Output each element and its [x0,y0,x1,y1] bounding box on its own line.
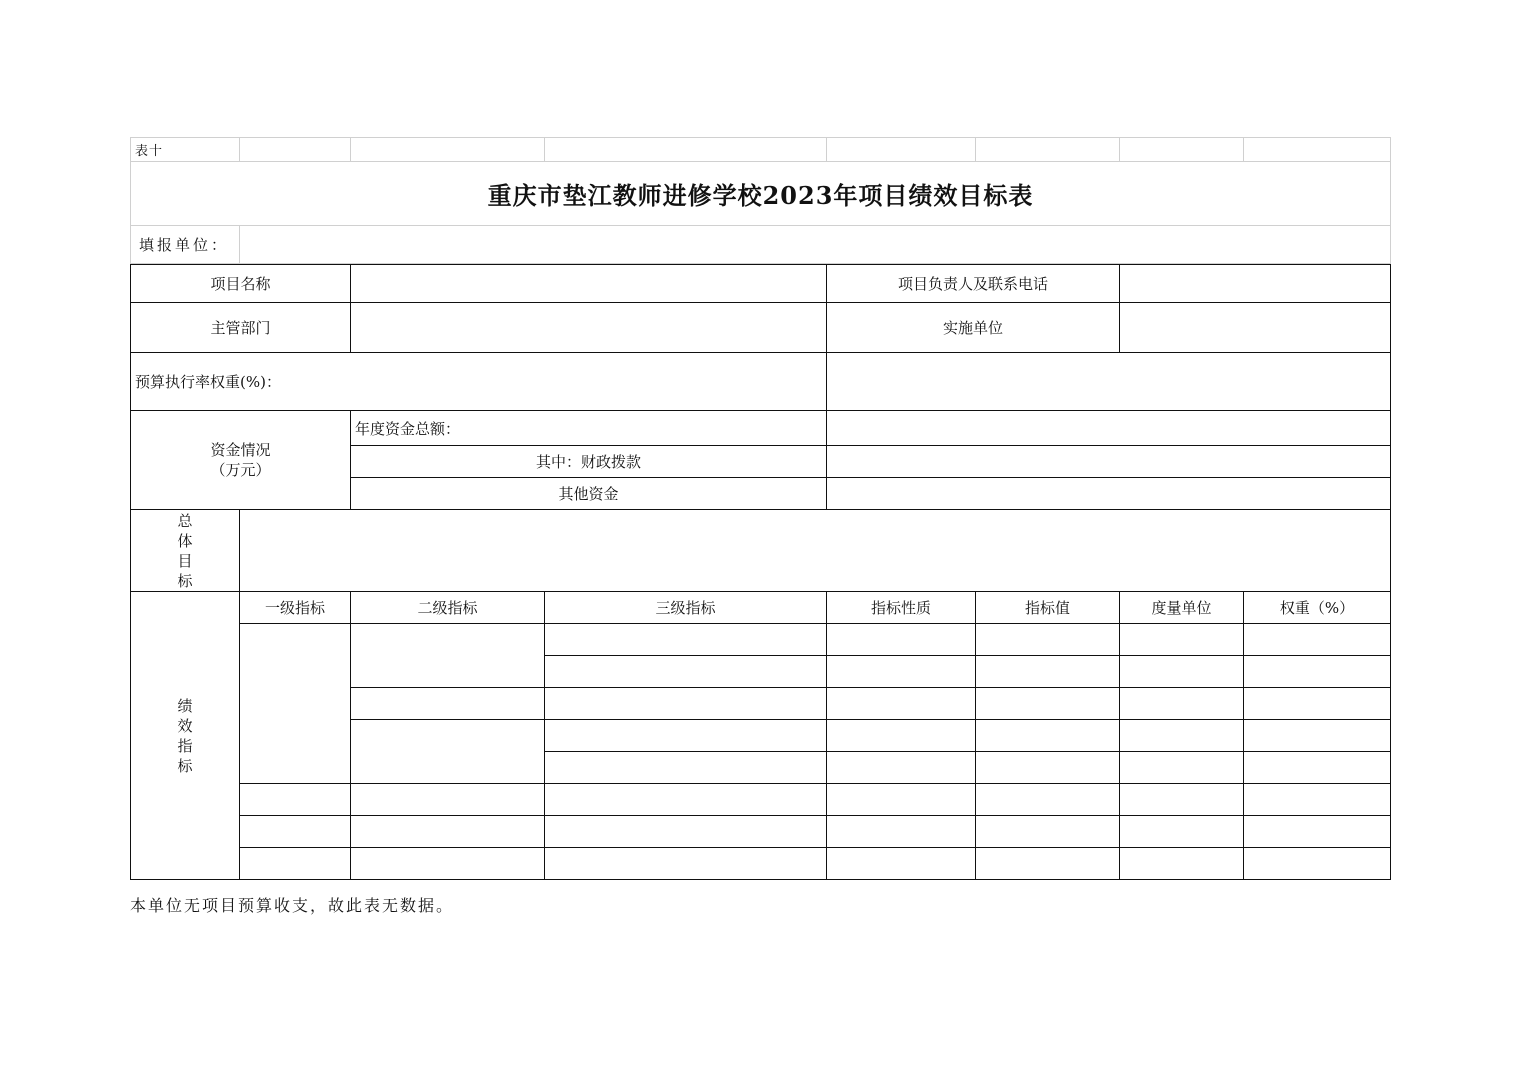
indicator-cell [1120,656,1244,688]
header-level1: 一级指标 [240,592,351,624]
indicator-cell [1120,752,1244,784]
header-value: 指标值 [976,592,1120,624]
indicator-cell [827,624,976,656]
indicator-cell [1244,688,1391,720]
indicator-cell [351,720,545,784]
indicator-cell [827,784,976,816]
overall-goal-row [131,510,1391,592]
other-funds-value [827,478,1391,510]
indicator-row [131,816,1391,848]
indicator-cell [827,688,976,720]
department-row [131,303,1391,353]
indicator-cell [976,752,1120,784]
header-level3: 三级指标 [545,592,827,624]
indicator-cell [1120,688,1244,720]
indicator-cell [240,816,351,848]
fiscal-funds-value [827,446,1391,478]
header-weight: 权重（%） [1244,592,1391,624]
indicator-cell [1244,656,1391,688]
indicator-cell [976,784,1120,816]
annual-total-value [827,411,1391,446]
reporting-unit-value [240,226,1391,264]
indicator-cell [827,752,976,784]
footnote: 本单位无项目预算收支，故此表无数据。 [130,896,455,915]
project-contact-value [1120,265,1391,303]
indicator-cell [827,720,976,752]
other-funds-label: 其他资金 [351,478,827,510]
indicator-cell [1120,816,1244,848]
indicator-cell [1244,752,1391,784]
indicator-cell [827,656,976,688]
implementing-unit-label: 实施单位 [827,303,1120,353]
indicator-cell [1120,624,1244,656]
indicator-cell [351,688,545,720]
indicator-cell [1120,784,1244,816]
indicator-row [131,624,1391,656]
reporting-unit-label: 填报单位： [131,226,240,264]
department-value [351,303,827,353]
header-level2: 二级指标 [351,592,545,624]
project-name-value [351,265,827,303]
performance-target-form [130,137,1390,880]
indicator-cell [1120,720,1244,752]
project-contact-label: 项目负责人及联系电话 [827,265,1120,303]
form-title: 重庆市垫江教师进修学校2023年项目绩效目标表 [131,162,1391,226]
indicator-cell [1244,784,1391,816]
indicator-cell [351,784,545,816]
implementing-unit-value [1120,303,1391,353]
table-number: 表十 [131,138,240,162]
budget-rate-row [131,353,1391,411]
project-name-label: 项目名称 [131,265,351,303]
indicator-cell [976,720,1120,752]
indicator-cell [545,816,827,848]
indicator-cell [351,848,545,880]
project-form-table [130,264,1391,880]
indicator-cell [976,816,1120,848]
indicator-cell [976,688,1120,720]
indicator-cell [240,848,351,880]
indicator-cell [1244,624,1391,656]
project-name-row [131,265,1391,303]
indicator-cell [976,848,1120,880]
form-header-area [130,137,1391,264]
fiscal-funds-label: 其中：财政拨款 [351,446,827,478]
indicator-cell [1120,848,1244,880]
indicator-cell [545,656,827,688]
indicator-cell [545,752,827,784]
indicator-cell [976,656,1120,688]
indicator-cell [545,848,827,880]
indicator-header-row [131,592,1391,624]
header-nature: 指标性质 [827,592,976,624]
department-label: 主管部门 [131,303,351,353]
funds-label: 资金情况（万元） [131,411,351,510]
header-unit: 度量单位 [1120,592,1244,624]
indicator-cell [545,720,827,752]
funds-total-row [131,411,1391,446]
indicator-cell [545,784,827,816]
indicator-cell [545,688,827,720]
indicator-cell [976,624,1120,656]
annual-total-label: 年度资金总额： [351,411,827,446]
indicator-cell [827,848,976,880]
budget-rate-label: 预算执行率权重(%)： [131,353,827,411]
budget-rate-value [827,353,1391,411]
overall-goal-label: 总体目标 [131,510,240,592]
indicator-cell [545,624,827,656]
overall-goal-value [240,510,1391,592]
indicator-cell [240,624,351,784]
indicator-cell [351,816,545,848]
indicator-cell [1244,816,1391,848]
indicator-row [131,848,1391,880]
indicator-cell [240,784,351,816]
indicator-cell [1244,848,1391,880]
performance-label: 绩效指标 [131,592,240,880]
indicator-cell [1244,720,1391,752]
indicator-cell [351,624,545,688]
indicator-cell [827,816,976,848]
indicator-row [131,784,1391,816]
